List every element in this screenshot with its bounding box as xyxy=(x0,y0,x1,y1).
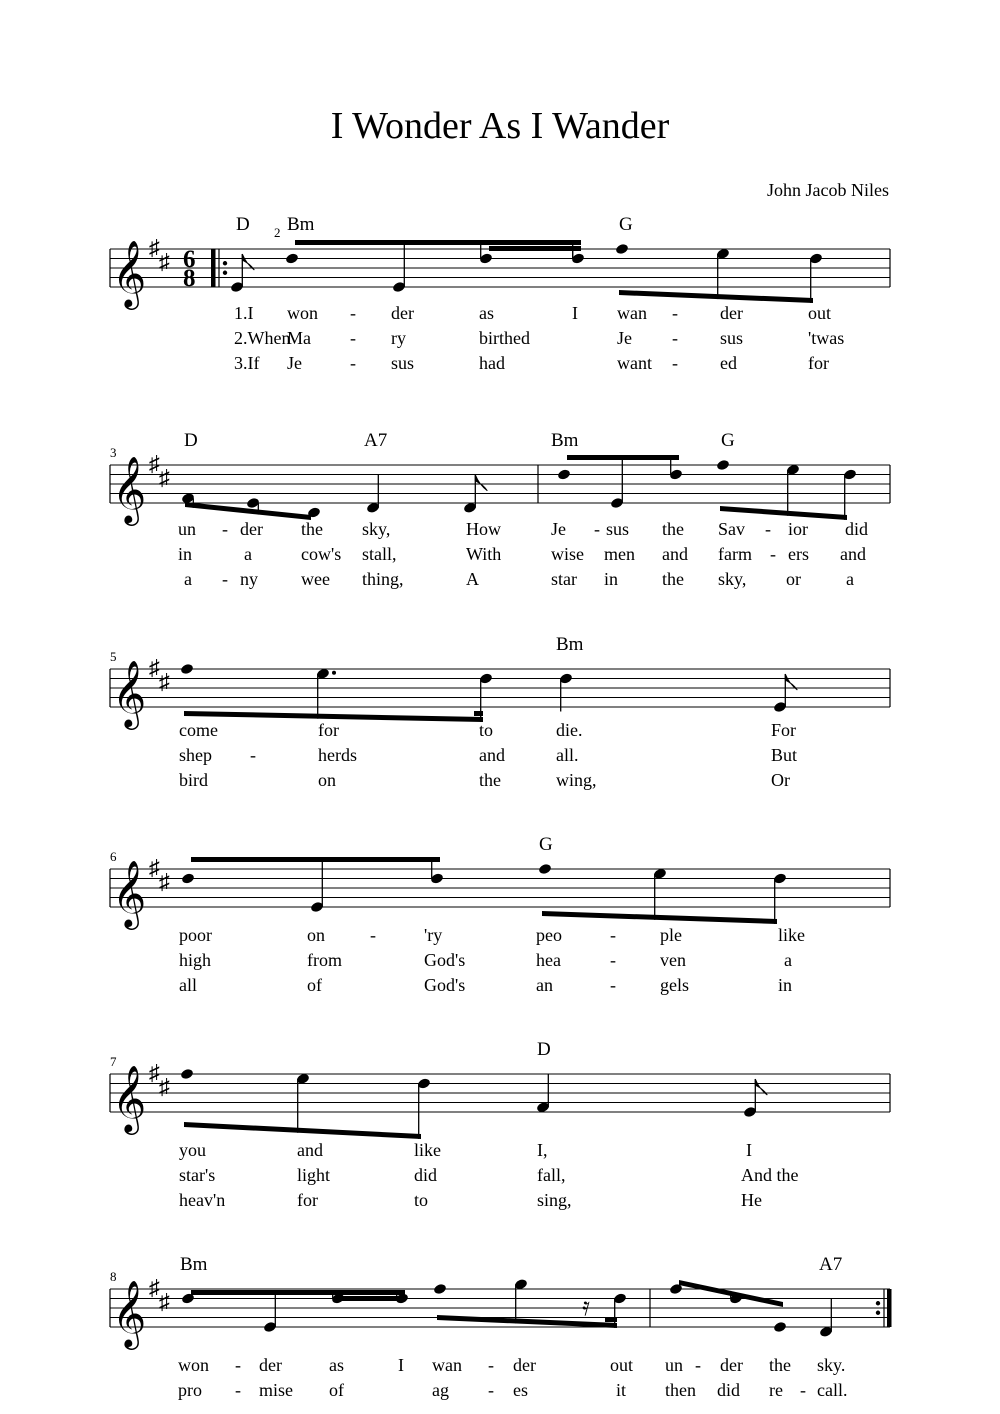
repeat-thick-bar xyxy=(887,1289,892,1327)
lyric-syllable: pro xyxy=(178,1380,202,1400)
sharp-f-icon: ♯ xyxy=(149,855,160,880)
treble-clef-icon: 𝄞 xyxy=(112,661,147,726)
lyric-syllable: come xyxy=(179,720,218,740)
chord-symbol: A7 xyxy=(364,430,388,451)
lyric-syllable: farm xyxy=(718,544,752,564)
chord-symbol: D xyxy=(184,430,198,451)
measure-number: 7 xyxy=(110,1054,117,1069)
lyric-syllable: With xyxy=(466,544,502,564)
lyric-syllable: 'ry xyxy=(424,925,443,945)
lyric-syllable: in xyxy=(604,569,619,589)
lyric-syllable: - xyxy=(370,925,376,945)
lyric-syllable: - xyxy=(222,519,228,539)
notehead xyxy=(557,468,571,480)
lyric-syllable: ers xyxy=(788,544,809,564)
measure-number: 5 xyxy=(110,649,117,664)
repeat-thick-bar xyxy=(211,249,216,287)
lyric-syllable: for xyxy=(808,353,829,373)
lyric-syllable: you xyxy=(179,1140,206,1160)
lyric-syllable: or xyxy=(786,569,801,589)
beam xyxy=(295,240,581,245)
lyric-syllable: did xyxy=(414,1165,438,1185)
lyric-syllable: bird xyxy=(179,770,208,790)
repeat-dot xyxy=(223,261,227,265)
lyric-syllable: peo xyxy=(536,925,562,945)
lyric-syllable: - xyxy=(800,1380,806,1400)
lyric-syllable: - xyxy=(672,328,678,348)
notehead xyxy=(180,1068,194,1080)
lyric-syllable: He xyxy=(741,1190,762,1210)
lyric-syllable: men xyxy=(604,544,635,564)
lyric-syllable: sky, xyxy=(718,569,747,589)
lyric-syllable: - xyxy=(765,519,771,539)
lyric-syllable: der xyxy=(259,1355,282,1375)
lyric-syllable: - xyxy=(672,353,678,373)
lyric-syllable: and xyxy=(297,1140,323,1160)
lyric-syllable: I xyxy=(746,1140,752,1160)
staff-system xyxy=(110,214,890,373)
lyric-syllable: 'twas xyxy=(808,328,845,348)
lyric-syllable: of xyxy=(307,975,322,995)
lyric-syllable: God's xyxy=(424,950,466,970)
note-flag xyxy=(475,475,487,491)
lyric-syllable: light xyxy=(297,1165,331,1185)
composer-name: John Jacob Niles xyxy=(767,180,889,200)
lyric-syllable: Je xyxy=(617,328,632,348)
lyric-syllable: - xyxy=(594,519,600,539)
lyric-syllable: 2.When xyxy=(234,328,291,348)
lyric-syllable: a xyxy=(184,569,192,589)
treble-clef-icon: 𝄞 xyxy=(112,241,147,306)
repeat-dot xyxy=(876,1311,880,1315)
sharp-f-icon: ♯ xyxy=(149,451,160,476)
lyric-syllable: Je xyxy=(551,519,566,539)
lyric-syllable: 1.I xyxy=(234,303,254,323)
lyric-syllable: cow's xyxy=(301,544,342,564)
lyric-syllable: in xyxy=(778,975,793,995)
lyric-syllable: high xyxy=(179,950,212,970)
lyric-syllable: all. xyxy=(556,745,579,765)
staff-system xyxy=(110,1254,892,1400)
lyric-syllable: Ma xyxy=(287,328,311,348)
lyric-syllable: want xyxy=(617,353,652,373)
lyric-syllable: wee xyxy=(301,569,330,589)
lyric-syllable: then xyxy=(665,1380,696,1400)
lyric-syllable: es xyxy=(513,1380,528,1400)
lyric-syllable: - xyxy=(235,1380,241,1400)
lyric-syllable: - xyxy=(222,569,228,589)
lyric-syllable: - xyxy=(350,303,356,323)
lyric-syllable: from xyxy=(307,950,342,970)
lyric-syllable: poor xyxy=(179,925,212,945)
beam xyxy=(474,711,483,716)
chord-symbol: Bm xyxy=(287,214,315,235)
lyric-syllable: did xyxy=(845,519,869,539)
chord-symbol: Bm xyxy=(556,634,584,655)
lyric-syllable: sus xyxy=(606,519,630,539)
lyric-syllable: I xyxy=(398,1355,404,1375)
lyric-syllable: in xyxy=(178,544,193,564)
lyric-syllable: der xyxy=(513,1355,536,1375)
lyric-syllable: to xyxy=(479,720,494,740)
lyric-syllable: - xyxy=(672,303,678,323)
chord-symbol: A7 xyxy=(819,1254,843,1275)
lyric-syllable: and xyxy=(479,745,505,765)
chord-symbol: G xyxy=(619,214,633,235)
lyric-syllable: ven xyxy=(660,950,686,970)
repeat-dot xyxy=(223,271,227,275)
lyric-syllable: the xyxy=(301,519,323,539)
lyric-syllable: - xyxy=(488,1380,494,1400)
sharp-c-icon: ♯ xyxy=(159,465,170,490)
notehead xyxy=(615,243,629,255)
beam xyxy=(191,857,440,862)
sharp-c-icon: ♯ xyxy=(159,1074,170,1099)
lyric-syllable: - xyxy=(350,328,356,348)
chord-symbol: G xyxy=(539,834,553,855)
sharp-f-icon: ♯ xyxy=(149,235,160,260)
lyric-syllable: for xyxy=(318,720,339,740)
treble-clef-icon: 𝄞 xyxy=(112,1066,147,1131)
sharp-f-icon: ♯ xyxy=(149,1060,160,1085)
lyric-syllable: won xyxy=(287,303,318,323)
lyric-syllable: gels xyxy=(660,975,689,995)
beam xyxy=(341,1296,405,1301)
lyric-syllable: der xyxy=(391,303,414,323)
lyric-syllable: Sav xyxy=(718,519,745,539)
sixteenth-rest-icon: 𝄿 xyxy=(582,1292,590,1321)
lyric-syllable: a xyxy=(784,950,792,970)
treble-clef-icon: 𝄞 xyxy=(112,457,147,522)
sharp-c-icon: ♯ xyxy=(159,1289,170,1314)
lyric-syllable: stall, xyxy=(362,544,397,564)
lyric-syllable: on xyxy=(318,770,336,790)
lyric-syllable: God's xyxy=(424,975,466,995)
lyric-syllable: star xyxy=(551,569,577,589)
lyric-syllable: a xyxy=(846,569,854,589)
lyric-syllable: shep xyxy=(179,745,212,765)
lyric-syllable: wan xyxy=(617,303,647,323)
lyric-syllable: had xyxy=(479,353,505,373)
staff-system xyxy=(110,1039,890,1210)
lyric-syllable: hea xyxy=(536,950,561,970)
lyric-syllable: un xyxy=(178,519,196,539)
notehead xyxy=(773,1321,787,1333)
notehead xyxy=(180,663,194,675)
lyric-syllable: - xyxy=(695,1355,701,1375)
lyric-syllable: der xyxy=(240,519,263,539)
lyric-syllable: the xyxy=(769,1355,791,1375)
lyric-syllable: ry xyxy=(391,328,406,348)
lyric-syllable: - xyxy=(488,1355,494,1375)
lyric-syllable: for xyxy=(297,1190,318,1210)
lyric-syllable: won xyxy=(178,1355,209,1375)
lyric-syllable: did xyxy=(717,1380,741,1400)
lyric-syllable: thing, xyxy=(362,569,404,589)
chord-symbol: D xyxy=(236,214,250,235)
lyric-syllable: and xyxy=(662,544,688,564)
chord-symbol: Bm xyxy=(180,1254,208,1275)
lyric-syllable: ny xyxy=(240,569,258,589)
lyric-syllable: How xyxy=(466,519,501,539)
lyric-syllable: Je xyxy=(287,353,302,373)
lyric-syllable: ag xyxy=(432,1380,449,1400)
lyric-syllable: der xyxy=(720,1355,743,1375)
lyric-syllable: I, xyxy=(537,1140,548,1160)
treble-clef-icon: 𝄞 xyxy=(112,861,147,926)
lyric-syllable: die. xyxy=(556,720,583,740)
lyric-syllable: to xyxy=(414,1190,429,1210)
lyric-syllable: A xyxy=(466,569,479,589)
sharp-c-icon: ♯ xyxy=(159,669,170,694)
lyric-syllable: of xyxy=(329,1380,344,1400)
lyric-syllable: But xyxy=(771,745,798,765)
lyric-syllable: call. xyxy=(817,1380,848,1400)
lyric-syllable: For xyxy=(771,720,797,740)
beam xyxy=(605,1317,617,1322)
lyric-syllable: out xyxy=(808,303,832,323)
lyric-syllable: wan xyxy=(432,1355,462,1375)
lyric-syllable: the xyxy=(662,519,684,539)
staff-system xyxy=(110,834,890,995)
lyric-syllable: And the xyxy=(741,1165,799,1185)
lyric-syllable: mise xyxy=(259,1380,293,1400)
lyric-syllable: der xyxy=(720,303,743,323)
sharp-c-icon: ♯ xyxy=(159,869,170,894)
lyric-syllable: - xyxy=(235,1355,241,1375)
beam xyxy=(619,290,813,303)
lyric-syllable: heav'n xyxy=(179,1190,226,1210)
sharp-f-icon: ♯ xyxy=(149,655,160,680)
lyric-syllable: sky. xyxy=(817,1355,846,1375)
chord-symbol: Bm xyxy=(551,430,579,451)
notehead xyxy=(285,252,299,264)
lyric-syllable: as xyxy=(329,1355,344,1375)
lyric-syllable: on xyxy=(307,925,325,945)
lyric-syllable: - xyxy=(610,975,616,995)
lyric-syllable: 3.If xyxy=(234,353,260,373)
lyric-syllable: - xyxy=(770,544,776,564)
lyric-syllable: ed xyxy=(720,353,737,373)
measure-number: 3 xyxy=(110,445,117,460)
time-signature-top: 6 xyxy=(183,246,196,273)
lyric-syllable: like xyxy=(414,1140,441,1160)
lyric-syllable: a xyxy=(244,544,252,564)
lyric-syllable: - xyxy=(350,353,356,373)
sharp-c-icon: ♯ xyxy=(159,249,170,274)
lyric-syllable: sing, xyxy=(537,1190,572,1210)
lyric-syllable: all xyxy=(179,975,197,995)
lyric-syllable: as xyxy=(479,303,494,323)
lyric-syllable: wise xyxy=(551,544,584,564)
lyric-syllable: herds xyxy=(318,745,357,765)
lyric-syllable: re xyxy=(769,1380,783,1400)
chord-symbol: D xyxy=(537,1039,551,1060)
notehead xyxy=(433,1283,447,1295)
lyric-syllable: birthed xyxy=(479,328,530,348)
lyric-syllable: - xyxy=(610,950,616,970)
lyric-syllable: un xyxy=(665,1355,683,1375)
notehead xyxy=(538,863,552,875)
lyric-syllable: I xyxy=(572,303,578,323)
sharp-f-icon: ♯ xyxy=(149,1275,160,1300)
repeat-dot xyxy=(876,1301,880,1305)
notehead xyxy=(181,872,195,884)
measure-number: 8 xyxy=(110,1269,117,1284)
measure-number: 2 xyxy=(274,225,281,240)
lyric-syllable: Or xyxy=(771,770,790,790)
lyric-syllable: - xyxy=(610,925,616,945)
measure-number: 6 xyxy=(110,849,117,864)
notehead xyxy=(716,459,730,471)
lyric-syllable: sky, xyxy=(362,519,391,539)
lyric-syllable: ior xyxy=(788,519,808,539)
score-title: I Wonder As I Wander xyxy=(330,105,670,147)
lyric-syllable: the xyxy=(479,770,501,790)
lyric-syllable: and xyxy=(840,544,866,564)
lyric-syllable: sus xyxy=(720,328,744,348)
lyric-syllable: like xyxy=(778,925,805,945)
beam xyxy=(542,911,777,924)
beam xyxy=(720,506,847,520)
staff-system xyxy=(110,634,890,790)
lyric-syllable: out xyxy=(610,1355,634,1375)
beam xyxy=(489,246,581,251)
lyric-syllable: star's xyxy=(179,1165,216,1185)
lyric-syllable: an xyxy=(536,975,553,995)
beam xyxy=(184,1122,421,1139)
augmentation-dot xyxy=(332,671,336,675)
lyric-syllable: ple xyxy=(660,925,682,945)
lyric-syllable: fall, xyxy=(537,1165,566,1185)
chord-symbol: G xyxy=(721,430,735,451)
beam xyxy=(567,455,679,460)
time-signature-bottom: 8 xyxy=(183,265,196,292)
lyric-syllable: wing, xyxy=(556,770,597,790)
lyric-syllable: - xyxy=(250,745,256,765)
beam xyxy=(191,1290,405,1295)
staff-system xyxy=(110,430,890,589)
treble-clef-icon: 𝄞 xyxy=(112,1281,147,1346)
lyric-syllable: the xyxy=(662,569,684,589)
lyric-syllable: it xyxy=(616,1380,627,1400)
lyric-syllable: sus xyxy=(391,353,415,373)
